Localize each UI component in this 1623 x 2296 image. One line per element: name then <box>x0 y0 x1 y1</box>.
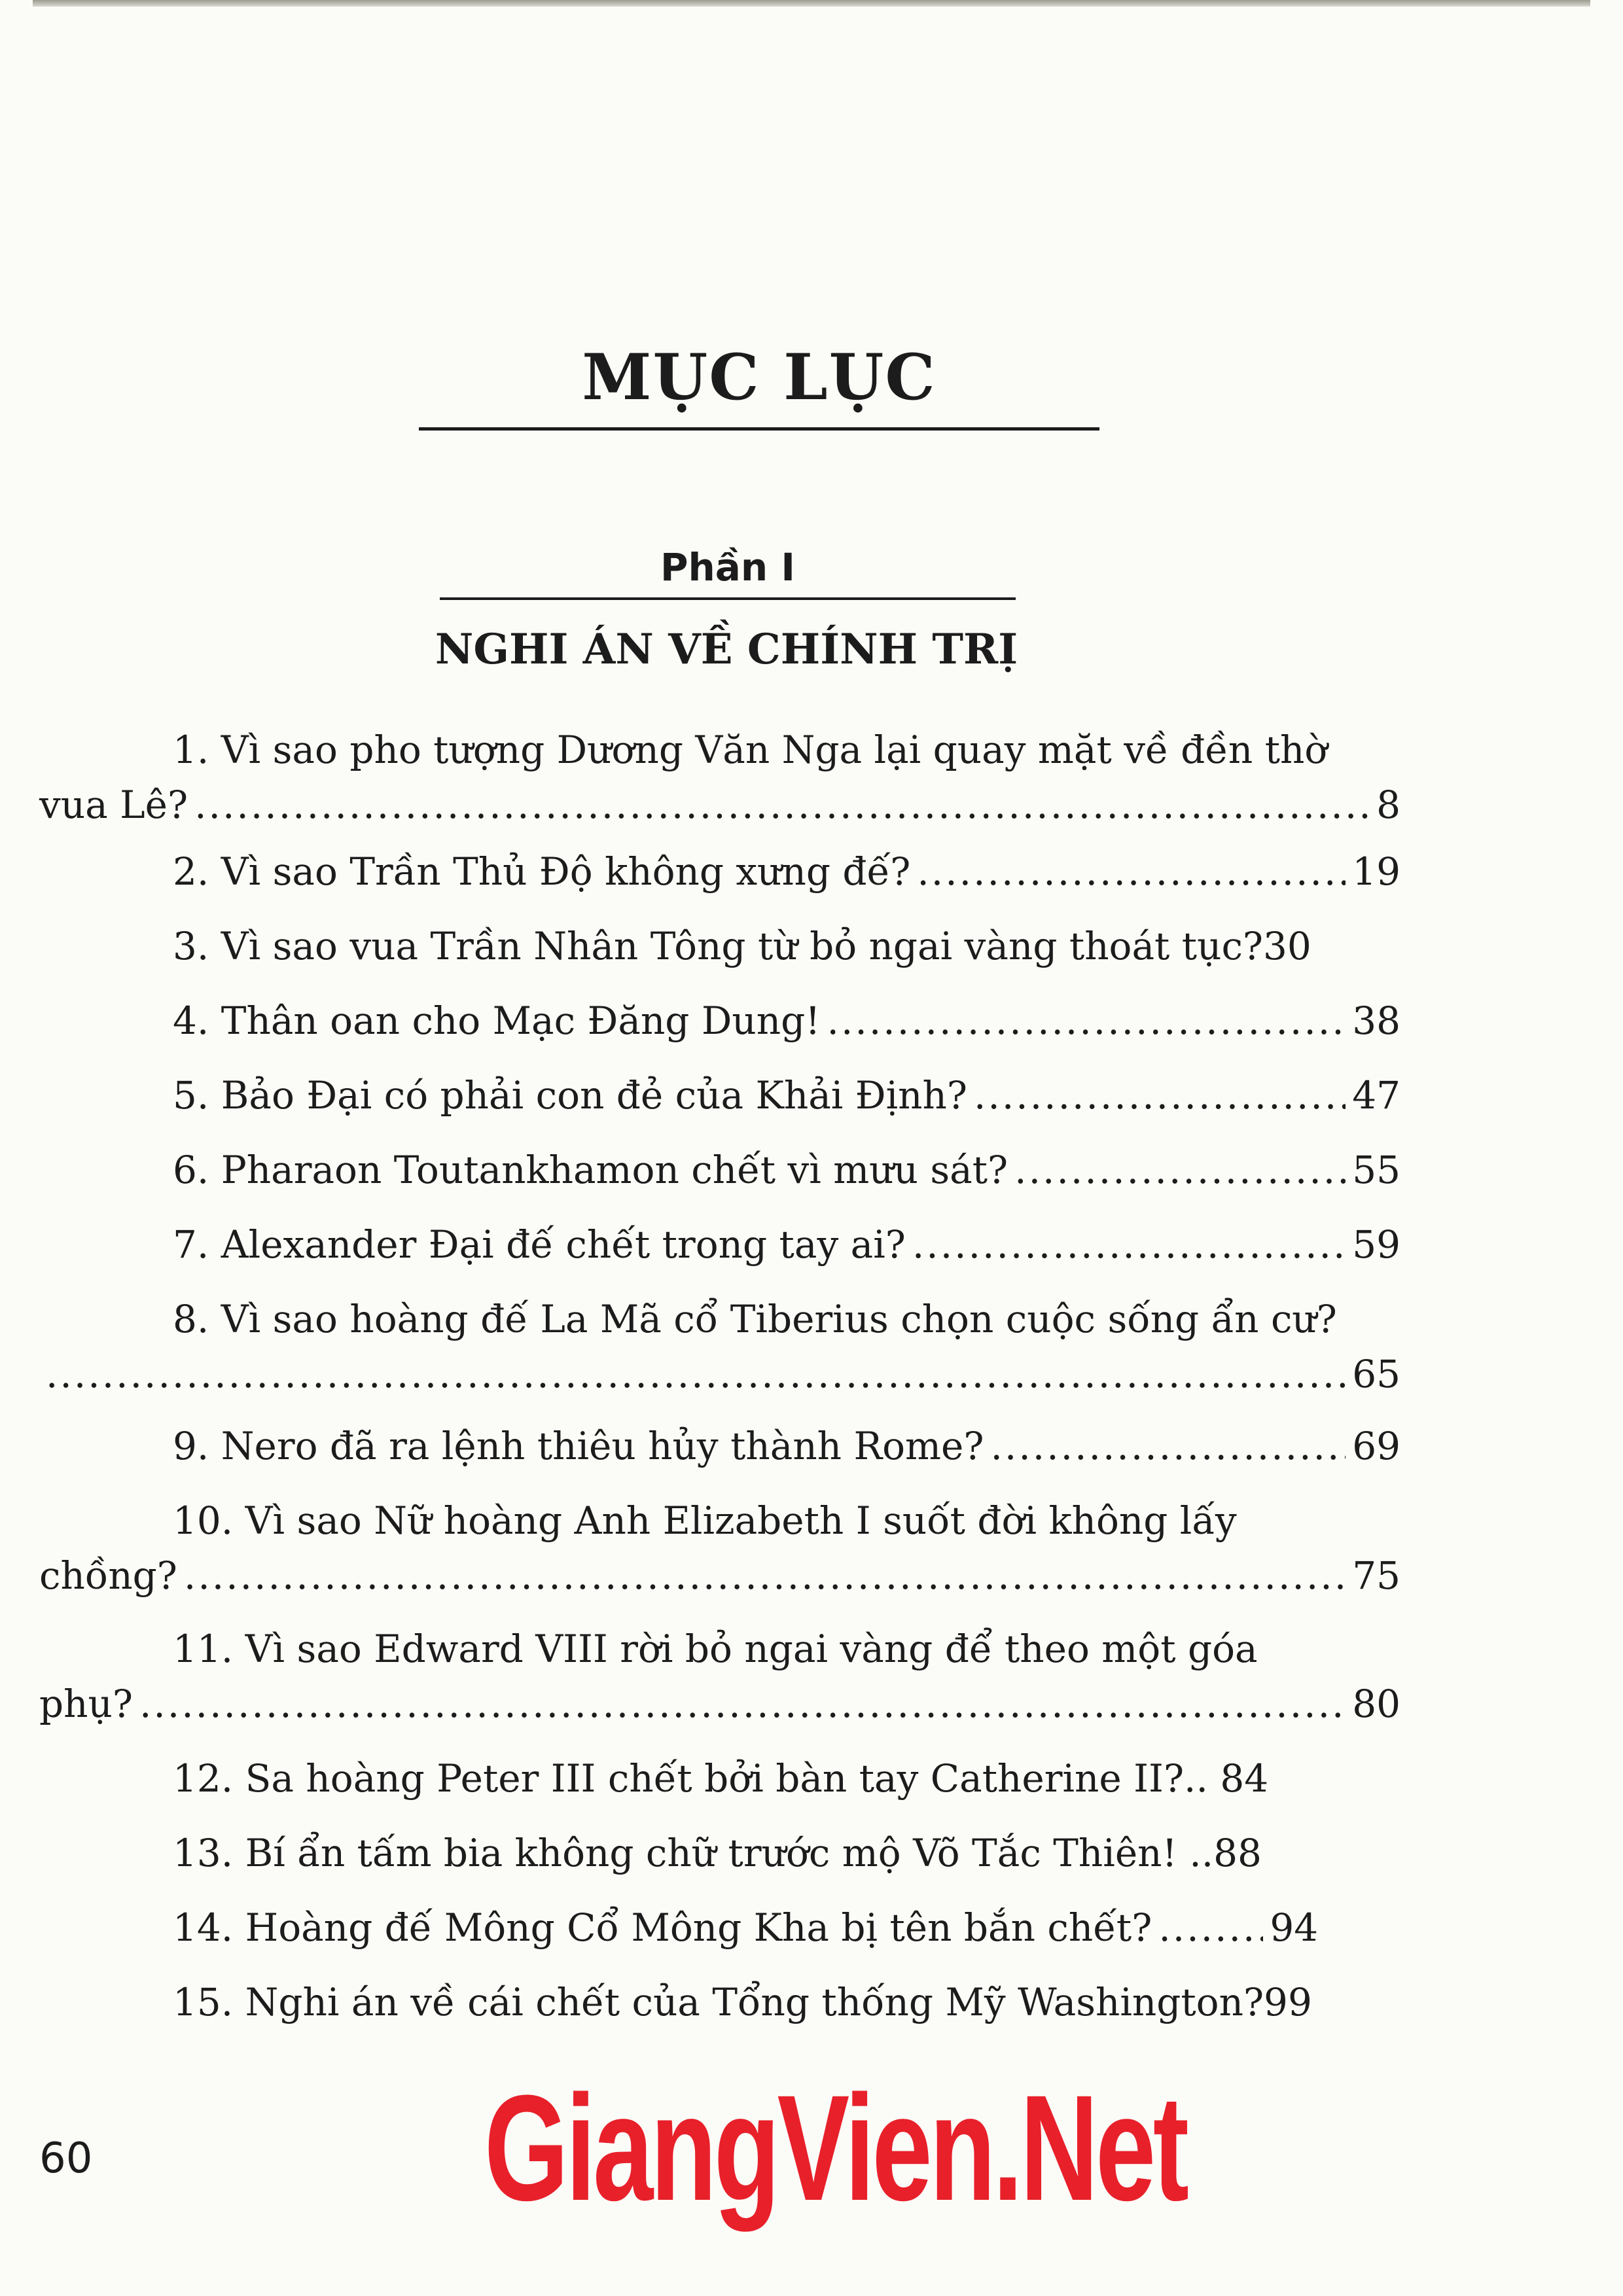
toc-entry-text: 13. Bí ẩn tấm bia không chữ trước mộ Võ Tắc Thiên! .. <box>173 1831 1214 1875</box>
toc-page-number: 65 <box>1352 1352 1400 1396</box>
toc-page-number: 80 <box>1352 1682 1400 1726</box>
toc-entry-text: 3. Vì sao vua Trần Nhân Tông từ bỏ ngai vàng thoát tục?30 <box>173 924 1311 968</box>
toc-entry-4[interactable] <box>39 993 1400 1048</box>
leader-dots <box>1158 1900 1263 1955</box>
toc-entry-12[interactable] <box>39 1751 1400 1806</box>
toc-entry-text: 14. Hoàng đế Mông Cổ Mông Kha bị tên bắn chết? <box>173 1905 1152 1950</box>
part-underline <box>440 597 1016 600</box>
toc-entry-15[interactable] <box>39 1975 1400 2030</box>
toc-entry-text-cont: phụ? <box>39 1682 133 1726</box>
toc-page-number: 47 <box>1352 1073 1400 1118</box>
leader-dots <box>1014 1142 1346 1197</box>
toc-entry-text: 11. Vì sao Edward VIII rời bỏ ngai vàng để theo một góa <box>173 1627 1258 1671</box>
leader-dots <box>912 1217 1346 1272</box>
toc-entry-6[interactable] <box>39 1142 1400 1197</box>
toc-page-number: 19 <box>1352 849 1400 894</box>
page-title: MỤC LỤC <box>582 340 936 414</box>
watermark-logo: GiangVien.Net <box>484 2064 1186 2232</box>
toc-entry-11[interactable] <box>39 1621 1400 1731</box>
toc-entry-text: 15. Nghi án về cái chết của Tổng thống Mỹ Washington?99 <box>173 1980 1312 2024</box>
leader-dots <box>974 1068 1346 1123</box>
toc-entry-text: 2. Vì sao Trần Thủ Độ không xưng đế? <box>173 849 911 894</box>
toc-entry-2[interactable] <box>39 844 1400 899</box>
toc-entry-text: 12. Sa hoàng Peter III chết bởi bàn tay Catherine II?.. <box>173 1756 1208 1801</box>
toc-entry-text: 9. Nero đã ra lệnh thiêu hủy thành Rome? <box>173 1424 984 1468</box>
toc-page-number: 38 <box>1352 998 1400 1043</box>
toc-page-number: 59 <box>1352 1222 1400 1267</box>
leader-dots <box>139 1676 1346 1731</box>
toc-page-number: 94 <box>1270 1905 1319 1950</box>
toc-entry-9[interactable] <box>39 1419 1400 1474</box>
toc-entry-text: 7. Alexander Đại đế chết trong tay ai? <box>173 1222 906 1267</box>
toc-page-number: 75 <box>1352 1553 1400 1598</box>
leader-dots <box>990 1419 1346 1474</box>
toc-entry-14[interactable] <box>39 1900 1400 1955</box>
toc-page-number: 88 <box>1213 1831 1262 1875</box>
toc-entry-5[interactable] <box>39 1068 1400 1123</box>
title-underline <box>419 427 1099 431</box>
toc-entry-text: 4. Thân oan cho Mạc Đăng Dung! <box>173 998 821 1043</box>
toc-entry-text-cont: chồng? <box>39 1553 177 1598</box>
toc-entry-8[interactable] <box>39 1292 1400 1402</box>
toc-page-number: 8 <box>1376 783 1400 827</box>
leader-dots <box>184 1548 1346 1603</box>
toc-entry-text: 6. Pharaon Toutankhamon chết vì mưu sát? <box>173 1148 1008 1192</box>
toc-page-number: 69 <box>1352 1424 1400 1468</box>
toc-entry-3[interactable] <box>39 919 1400 974</box>
leader-dots <box>46 1347 1346 1402</box>
toc-entry-1[interactable] <box>39 722 1400 832</box>
leader-dots <box>917 844 1346 899</box>
toc-entry-text: 10. Vì sao Nữ hoàng Anh Elizabeth I suốt đời không lấy <box>173 1498 1237 1543</box>
leader-dots <box>827 993 1346 1048</box>
leader-dots <box>194 777 1370 832</box>
part-heading: Phần I <box>660 545 795 590</box>
toc-entry-text: 1. Vì sao pho tượng Dương Văn Nga lại quay mặt về đền thờ <box>173 728 1328 772</box>
toc-entry-text: 5. Bảo Đại có phải con đẻ của Khải Định? <box>173 1073 967 1118</box>
toc-entry-10[interactable] <box>39 1493 1400 1603</box>
section-heading: NGHI ÁN VỀ CHÍNH TRỊ <box>435 625 1018 674</box>
toc-entry-text: 8. Vì sao hoàng đế La Mã cổ Tiberius chọn cuộc sống ẩn cư? <box>173 1297 1337 1341</box>
toc-entry-text-cont: vua Lê? <box>39 783 188 827</box>
toc-entry-7[interactable] <box>39 1217 1400 1272</box>
toc-entry-13[interactable] <box>39 1826 1400 1881</box>
toc-page-number: 55 <box>1352 1148 1400 1192</box>
toc-page-number: 84 <box>1220 1756 1269 1801</box>
top-edge-line <box>33 0 1590 7</box>
page-number: 60 <box>39 2134 93 2183</box>
